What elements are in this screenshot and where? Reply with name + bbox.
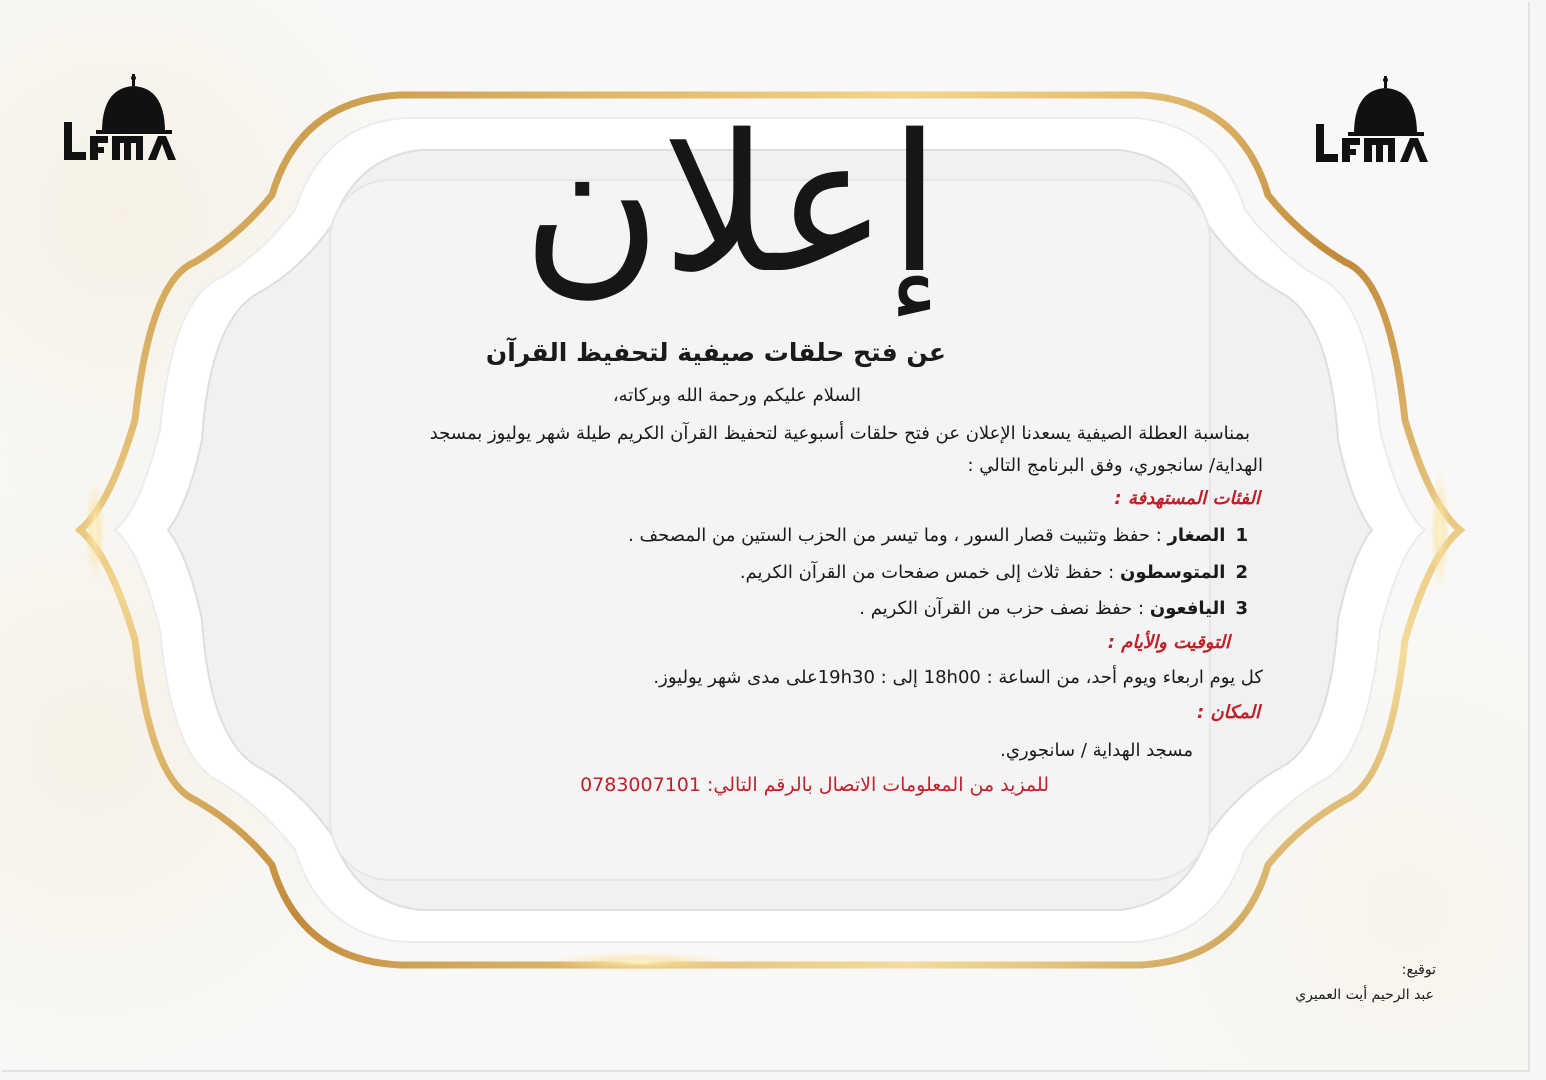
announcement-subtitle: عن فتح حلقات صيفية لتحفيظ القرآن [485, 338, 946, 367]
contact-info: للمزيد من المعلومات الاتصال بالرقم التالي: 0783007101 [580, 774, 1049, 796]
list-item-label: المتوسطون [1119, 562, 1226, 583]
list-item [859, 598, 1248, 619]
place-text: مسجد الهداية / سانجوري. [1000, 740, 1193, 761]
list-item-text: : حفظ ثلاث إلى خمس صفحات من القرآن الكريم. [739, 562, 1120, 583]
list-item-number: 1 [1235, 525, 1248, 546]
list-item-number: 2 [1235, 562, 1248, 583]
intro-line-2: الهداية/ سانجوري، وفق البرنامج التالي : [967, 455, 1263, 476]
signature-name: عبد الرحيم أيت العميري [1295, 987, 1434, 1003]
list-item-label: اليافعون [1149, 598, 1226, 619]
list-item [740, 562, 1248, 583]
timing-heading: التوقيت والأيام : [1107, 632, 1230, 653]
signature-label: توقيع: [1401, 962, 1436, 978]
place-heading: المكان : [1197, 702, 1260, 723]
announcement-title: إعلان [521, 94, 941, 315]
list-item-text: : حفظ وتثبيت قصار السور ، وما تيسر من الحزب الستين من المصحف . [628, 525, 1168, 546]
list-item-text: : حفظ نصف حزب من القرآن الكريم . [859, 598, 1150, 619]
list-item-label: الصغار [1167, 525, 1226, 546]
timing-text: كل يوم اربعاء ويوم أحد، من الساعة : 18h00 إلى : 19h30على مدى شهر يوليوز. [653, 667, 1263, 688]
intro-line-1: بمناسبة العطلة الصيفية يسعدنا الإعلان عن فتح حلقات أسبوعية لتحفيظ القرآن الكريم طيلة شهر يوليوز بمسجد [429, 423, 1250, 444]
greeting-text: السلام عليكم ورحمة الله وبركاته، [612, 385, 861, 406]
target-groups-heading: الفئات المستهدفة : [1114, 488, 1260, 509]
list-item-number: 3 [1235, 598, 1248, 619]
list-item [628, 525, 1248, 546]
